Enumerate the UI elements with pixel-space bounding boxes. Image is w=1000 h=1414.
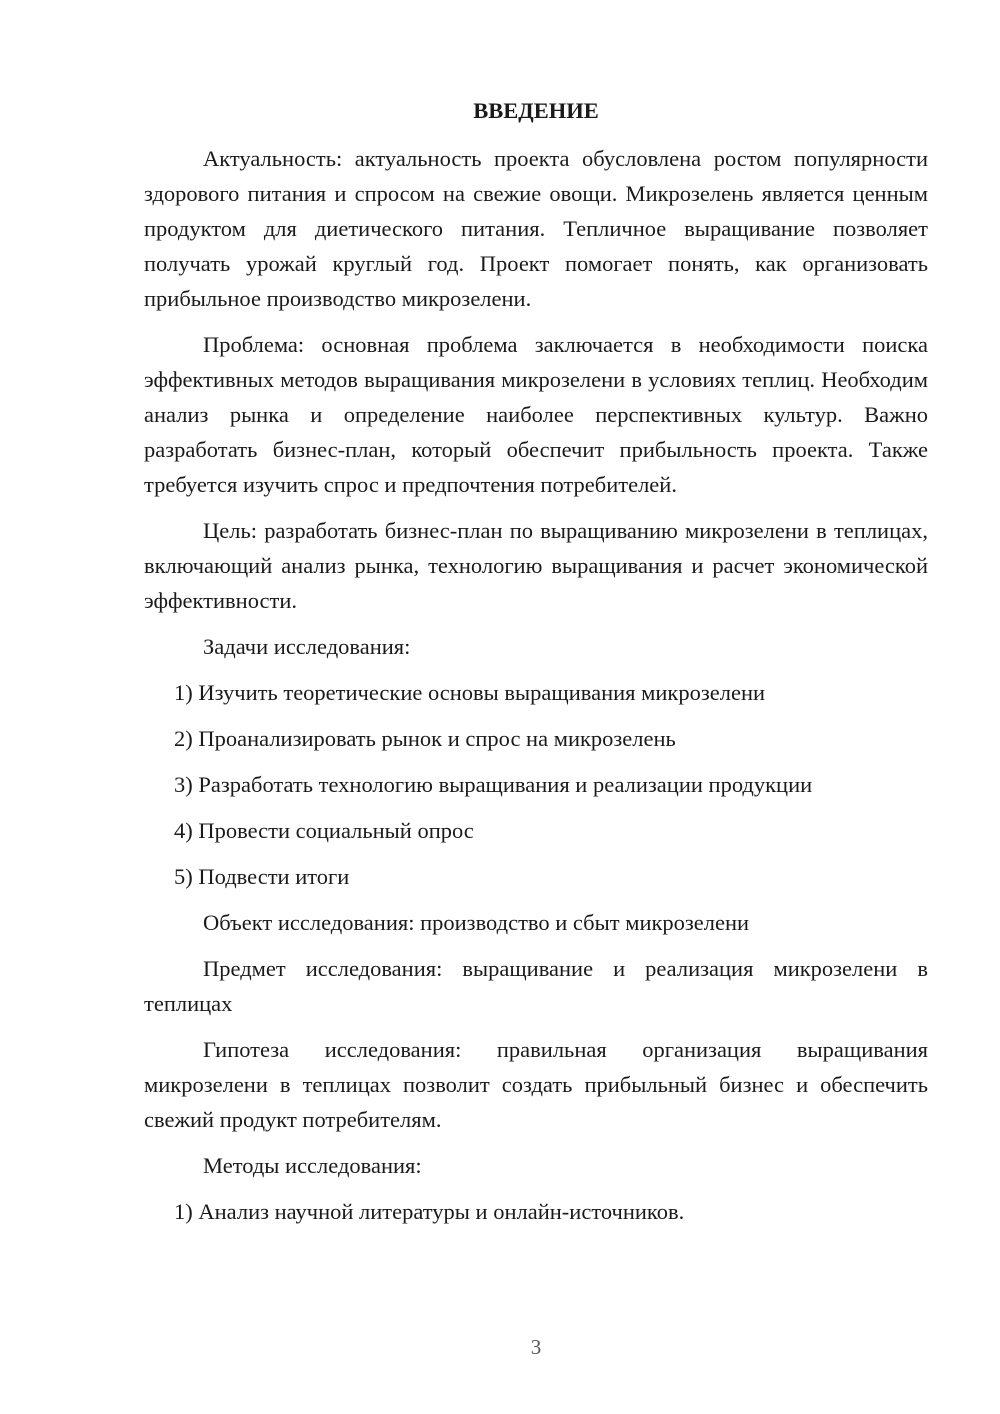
tasks-list [144,675,928,894]
relevance-paragraph: Актуальность: актуальность проекта обусловлена ростом популярности здорового питания и спросом на свежие овощи. Микрозелень является ценным продуктом для диетического питания. Тепличное выращивание позволяет получать урожай круглый год. Проект помогает понять, как организовать прибыльное производство микрозелени. [144,146,928,311]
page-content [144,93,928,1240]
object-paragraph: Объект исследования: производство и сбыт микрозелени [203,910,750,935]
methods-list [144,1194,928,1229]
problem-paragraph: Проблема: основная проблема заключается в необходимости поиска эффективных методов выращивания микрозелени в условиях теплиц. Необходим анализ рынка и определение наиболее перспективных культур. Важно разработать бизнес-план, который обеспечит прибыльность проекта. Также требуется изучить спрос и предпочтения потребителей. [144,332,928,497]
list-item: 2) Проанализировать рынок и спрос на микрозелень [174,726,676,751]
page-title: ВВЕДЕНИЕ [473,98,599,123]
list-item: 1) Изучить теоретические основы выращивания микрозелени [174,680,766,705]
list-item: 3) Разработать технологию выращивания и реализации продукции [174,772,813,797]
page-number: 3 [530,1335,542,1359]
list-item: 5) Подвести итоги [174,864,350,889]
list-item: 4) Провести социальный опрос [174,818,474,843]
goal-paragraph: Цель: разработать бизнес-план по выращиванию микрозелени в теплицах, включающий анализ рынка, технологию выращивания и расчет экономической эффективности. [144,518,928,613]
hypothesis-paragraph: Гипотеза исследования: правильная организация выращивания микрозелени в теплицах позволит создать прибыльный бизнес и обеспечить свежий продукт потребителям. [144,1037,928,1132]
subject-paragraph: Предмет исследования: выращивание и реализация микрозелени в теплицах [144,956,928,1016]
tasks-heading: Задачи исследования: [203,634,411,659]
methods-heading: Методы исследования: [203,1153,422,1178]
list-item: 1) Анализ научной литературы и онлайн-источников. [174,1199,685,1224]
